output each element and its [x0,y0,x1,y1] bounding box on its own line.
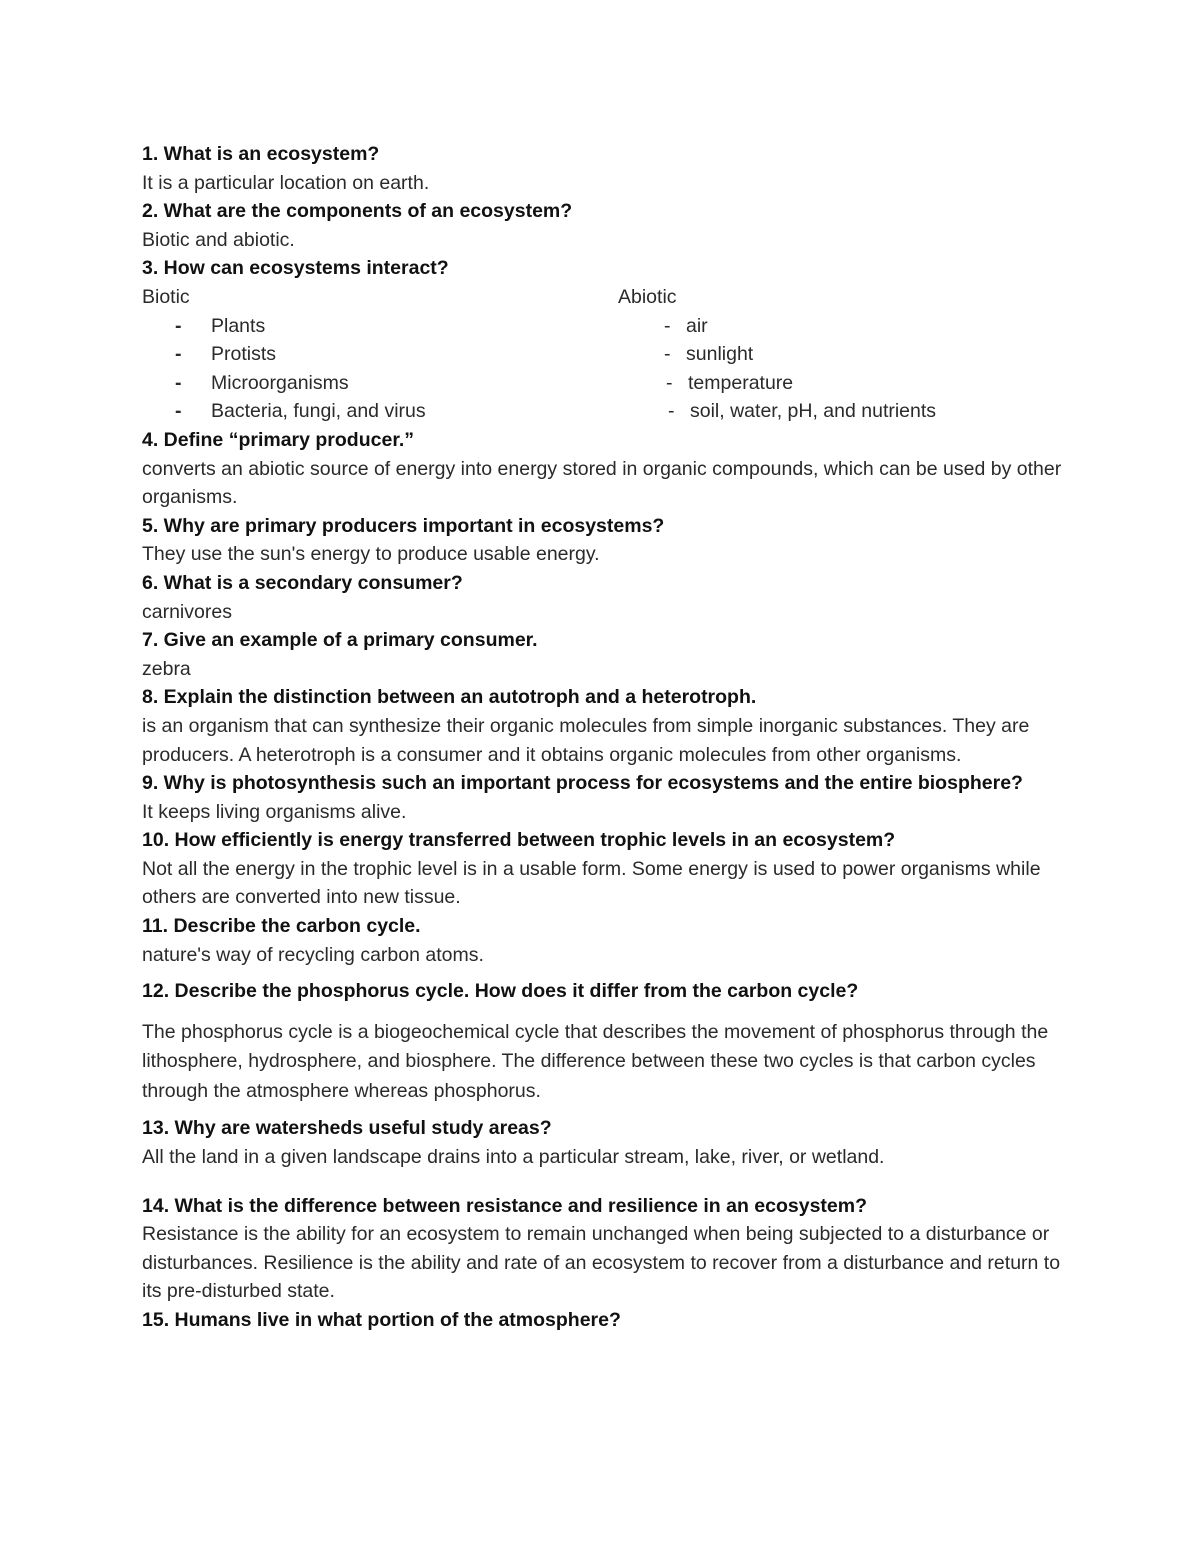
answer-14: Resistance is the ability for an ecosystem to remain unchanged when being subjected to a disturbance or disturbances. Resilience is the ability and rate of an ecosystem to recover from a disturbance and return to its pre-disturbed state. [142,1223,1061,1303]
question-10: 10. How efficiently is energy transferred between trophic levels in an ecosystem? [142,829,896,852]
question-1: 1. What is an ecosystem? [142,143,380,165]
question-11: 11. Describe the carbon cycle. [142,915,421,938]
question-6: 6. What is a secondary consumer? [142,571,463,594]
answer-8: is an organism that can synthesize their organic molecules from simple inorganic substances. They are producers. A heterotroph is a consumer and it obtains organic molecules from other organisms. [142,714,1030,766]
question-7: 7. Give an example of a primary consumer. [142,629,538,652]
bullet-dash: - [666,371,673,394]
answer-5: They use the sun's energy to produce usable energy. [142,543,600,566]
question-5: 5. Why are primary producers important in ecosystems? [142,514,665,537]
question-12: 12. Describe the phosphorus cycle. How does it differ from the carbon cycle? [142,980,859,1003]
answer-2: Biotic and abiotic. [142,228,295,251]
answer-9: It keeps living organisms alive. [142,800,407,823]
abiotic-list-item: - soil, water, pH, and nutrients [668,397,936,426]
bullet-dash: - [664,314,671,337]
biotic-list-item: - Plants [175,312,265,341]
answer-11: nature's way of recycling carbon atoms. [142,943,484,966]
biotic-abiotic-columns [142,283,1062,426]
question-3: 3. How can ecosystems interact? [142,257,449,280]
answer-7: zebra [142,657,191,680]
abiotic-list-item: - sunlight [664,340,753,369]
qa-document [142,140,1062,1335]
bullet-dash: - [175,371,182,394]
answer-12: The phosphorus cycle is a biogeochemical cycle that describes the movement of phosphorus through the lithosphere, hydrosphere, and biosphere. The difference between these two cycles is that carbon cycles through the atmosphere whereas phosphorus. [142,1020,1049,1102]
bullet-dash: - [668,400,675,423]
biotic-list-item: - Bacteria, fungi, and virus [175,397,426,426]
question-9: 9. Why is photosynthesis such an important process for ecosystems and the entire biosphere? [142,772,1023,795]
question-15: 15. Humans live in what portion of the atmosphere? [142,1308,621,1331]
answer-1: It is a particular location on earth. [142,171,430,194]
answer-4: converts an abiotic source of energy into energy stored in organic compounds, which can be used by other organisms. [142,457,1062,509]
bullet-dash: - [175,314,182,337]
biotic-list-item: - Microorganisms [175,369,349,398]
abiotic-list-item: - temperature [666,369,793,398]
bullet-dash: - [175,400,182,423]
answer-6: carnivores [142,600,232,623]
question-8: 8. Explain the distinction between an autotroph and a heterotroph. [142,686,757,709]
biotic-list-item: - Protists [175,340,276,369]
question-14: 14. What is the difference between resistance and resilience in an ecosystem? [142,1194,868,1217]
abiotic-list-item: - air [664,312,708,341]
answer-10: Not all the energy in the trophic level is in a usable form. Some energy is used to power organisms while others are converted into new tissue. [142,857,1041,909]
abiotic-header: Abiotic [618,285,677,308]
question-4: 4. Define “primary producer.” [142,428,415,451]
bullet-dash: - [664,343,671,366]
question-2: 2. What are the components of an ecosystem? [142,200,573,223]
bullet-dash: - [175,343,182,366]
answer-13: All the land in a given landscape drains into a particular stream, lake, river, or wetland. [142,1145,885,1168]
question-13: 13. Why are watersheds useful study areas? [142,1117,552,1140]
biotic-header: Biotic [142,285,190,308]
